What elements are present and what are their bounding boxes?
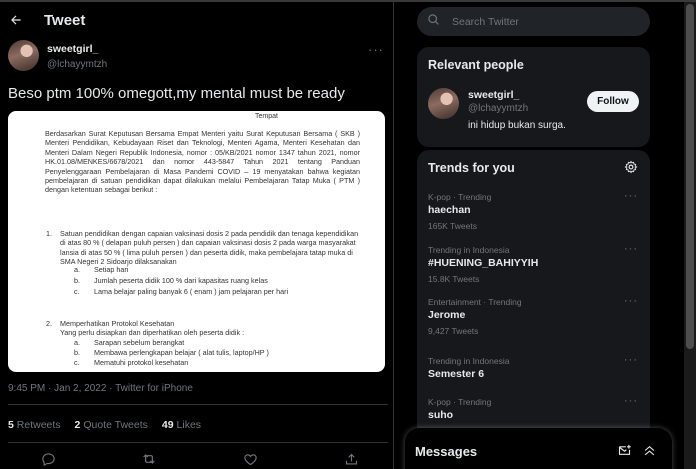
- author-avatar[interactable]: [8, 40, 39, 71]
- more-options-icon[interactable]: ···: [624, 243, 638, 255]
- image-item-1-list: [74, 265, 364, 297]
- search-icon: [427, 13, 440, 31]
- list-item: b. Membawa perlengkapan belajar ( alat tulis, laptop/HP ): [74, 348, 269, 357]
- author-name[interactable]: sweetgirl_: [47, 43, 99, 55]
- more-options-icon[interactable]: ···: [624, 354, 638, 366]
- tweet-image[interactable]: [8, 111, 385, 372]
- relevant-person-handle[interactable]: @lchayymtzh: [468, 103, 529, 114]
- image-item-2: [46, 319, 360, 338]
- list-item: a. Sarapan sebelum berangkat: [74, 338, 185, 347]
- back-arrow-icon[interactable]: [8, 12, 24, 28]
- trend-name: suho: [428, 409, 454, 421]
- image-item-2-title: Memperhatikan Protokol Kesehatan: [60, 319, 175, 328]
- quote-tweets-stat[interactable]: 2 Quote Tweets: [74, 419, 148, 431]
- trend-item[interactable]: [417, 297, 650, 349]
- trend-item[interactable]: [417, 192, 650, 244]
- tweet-stats: [8, 419, 201, 431]
- list-item: c. Lama belajar paling banyak 6 ( enam ) jam pelajaran per hari: [74, 286, 289, 296]
- more-options-icon[interactable]: ···: [624, 190, 638, 202]
- image-item-2-number: 2.: [46, 319, 52, 328]
- trend-count: 15.8K Tweets: [428, 274, 480, 284]
- tweet-header: [0, 2, 393, 38]
- image-paragraph: Berdasarkan Surat Keputusan Bersama Empat Menteri yaitu Surat Keputusan Bersama ( SKB ) Menteri Pendidikan, Kebudayaan Riset dan Teknologi, Menteri Agama, Menteri Kesehatan dan Menteri Dalam Negeri Republik Indonesia, nomor : 05/KB/2021 nomor 1347 tahun 2021, nomor HK.01.08/MENKES/6678/2021 dan nomor 443-5847 Tahun 2021 tentang Panduan Penyelenggaraan Pembelajaran di Masa Pandemi COVID – 19 menyatakan bahwa kegiatan pembelajaran di satuan pendidikan dapat dilakukan melalui Pembelajaran Tatap Muka ( PTM ) dengan ketentuan sebagai berikut :: [45, 129, 360, 195]
- more-options-icon[interactable]: ···: [368, 42, 384, 57]
- list-item: a. Setiap hari: [74, 265, 129, 274]
- tweet-author: [8, 40, 388, 76]
- tweet-timestamp[interactable]: 9:45 PM · Jan 2, 2022 · Twitter for iPhone: [8, 383, 193, 394]
- scrollbar-thumb[interactable]: [686, 4, 694, 349]
- retweets-stat[interactable]: 5 Retweets: [8, 419, 61, 431]
- retweet-icon[interactable]: [141, 451, 157, 467]
- relevant-person-name[interactable]: sweetgirl_: [468, 89, 520, 101]
- scrollbar[interactable]: [684, 2, 696, 469]
- trend-name: Semester 6: [428, 368, 485, 380]
- more-options-icon[interactable]: ···: [624, 395, 638, 407]
- trend-context: Entertainment · Trending: [428, 297, 522, 307]
- likes-stat[interactable]: 49 Likes: [161, 419, 202, 431]
- trend-context: Trending in Indonesia: [428, 245, 510, 255]
- list-item: b. Jumlah peserta didik 100 % dari kapasitas ruang kelas: [74, 275, 268, 285]
- search-box[interactable]: [417, 7, 650, 36]
- avatar[interactable]: [428, 88, 459, 119]
- gear-icon[interactable]: [624, 160, 638, 174]
- chevron-up-icon[interactable]: [642, 443, 658, 459]
- image-item-1-text: Satuan pendidikan dengan capaian vaksinasi dosis 2 pada pendidik dan tenaga kependidikan di atas 80 % ( delapan puluh persen ) dan capaian vaksinasi dosis 2 pada warga masyarakat lansia di atas 50 % ( lima puluh persen ) dan peserta didik, maka pembelajara tatap muka di SMA Negeri 2 Sidoarjo dilaksanakan: [60, 229, 359, 267]
- trend-context: K-pop · Trending: [428, 192, 492, 202]
- trend-context: Trending in Indonesia: [428, 356, 510, 366]
- tweet-column: [0, 2, 394, 469]
- author-handle[interactable]: @lchayymtzh: [47, 59, 108, 70]
- relevant-person-bio: ini hidup bukan surga.: [468, 120, 566, 131]
- search-input[interactable]: [452, 16, 632, 28]
- like-icon[interactable]: [243, 451, 259, 467]
- trend-context: K-pop · Trending: [428, 397, 492, 407]
- trend-name: #HUENING_BAHIYYIH: [428, 257, 539, 269]
- image-item-1-number: 1.: [46, 229, 52, 238]
- relevant-people-title: Relevant people: [428, 58, 524, 72]
- relevant-people-card: [417, 47, 650, 147]
- trend-count: 165K Tweets: [428, 221, 477, 231]
- trend-name: haechan: [428, 204, 471, 216]
- sidebar-column: [395, 2, 696, 469]
- trends-title: Trends for you: [428, 161, 515, 175]
- image-item-2-list: [74, 338, 364, 368]
- share-icon[interactable]: [344, 451, 360, 467]
- trend-name: Jerome: [428, 309, 466, 321]
- image-item-2-intro: Yang perlu disiapkan dan diperhatikan oleh peserta didik :: [60, 328, 245, 338]
- messages-drawer[interactable]: [405, 428, 672, 469]
- image-item-1: [46, 229, 360, 267]
- follow-button[interactable]: Follow: [587, 91, 639, 112]
- list-item: c. Mematuhi protokol kesehatan: [74, 358, 189, 367]
- tweet-text: Beso ptm 100% omegott,my mental must be ready: [8, 85, 345, 102]
- trends-card: [417, 150, 650, 450]
- divider: [8, 442, 388, 443]
- trend-item[interactable]: [417, 245, 650, 297]
- image-cut-text: Tempat: [255, 113, 278, 120]
- more-options-icon[interactable]: ···: [624, 295, 638, 307]
- new-message-icon[interactable]: [617, 443, 633, 459]
- reply-icon[interactable]: [40, 451, 56, 467]
- tweet-actions: [40, 451, 360, 467]
- messages-title: Messages: [415, 444, 478, 459]
- trend-count: 9,427 Tweets: [428, 326, 479, 336]
- divider: [8, 404, 388, 405]
- page-title: Tweet: [44, 11, 86, 29]
